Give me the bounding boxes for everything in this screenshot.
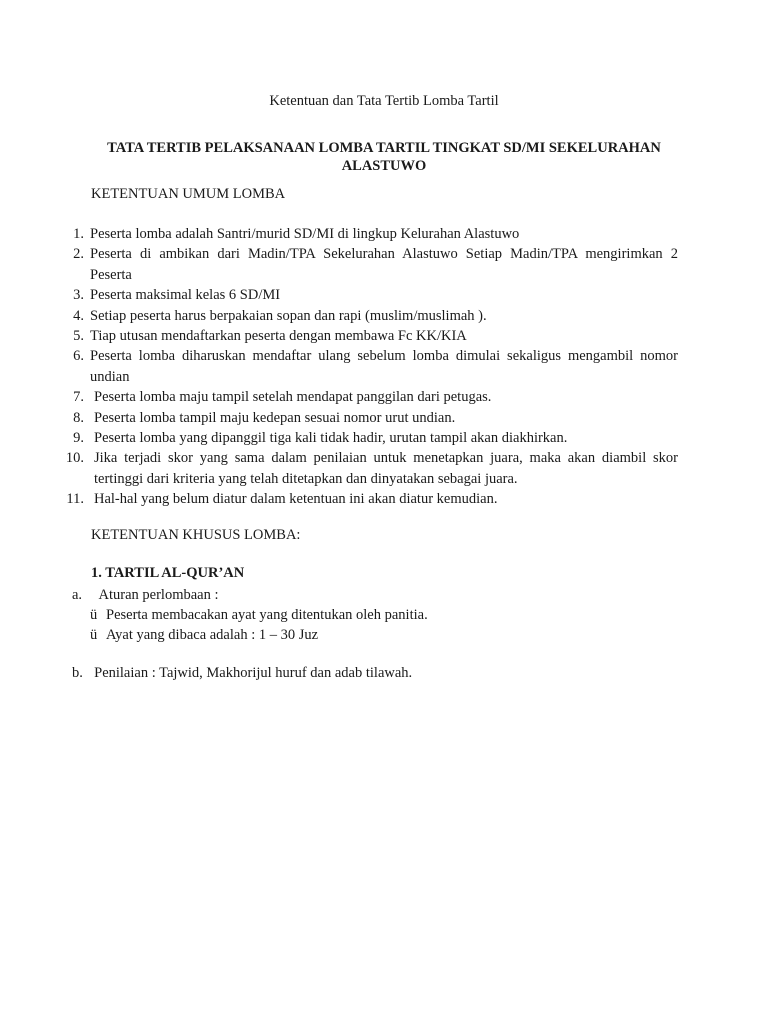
rule-number: 8.	[73, 409, 84, 426]
general-rule-item	[56, 326, 678, 346]
rule-number: 6.	[73, 348, 84, 365]
check-icon: ü	[90, 607, 98, 623]
rule-text: Peserta lomba maju tampil setelah mendapat panggilan dari petugas.	[94, 389, 492, 406]
rule-text: Peserta lomba yang dipanggil tiga kali tidak hadir, urutan tampil akan diakhirkan.	[94, 430, 568, 447]
rule-number: 5.	[73, 328, 84, 345]
rule-number: 10.	[65, 450, 84, 467]
rule-text: Peserta maksimal kelas 6 SD/MI	[90, 287, 281, 304]
item-b-text: Penilaian : Tajwid, Makhorijul huruf dan adab tilawah.	[94, 665, 413, 681]
rule-number: 3.	[73, 287, 84, 304]
rule-text: Hal-hal yang belum diatur dalam ketentuan ini akan diatur kemudian.	[94, 491, 498, 508]
item-b	[72, 665, 412, 682]
item-a-text: Aturan perlombaan :	[98, 587, 219, 603]
general-rule-item	[56, 448, 678, 489]
general-rule-item	[56, 408, 678, 428]
subsection-title: 1. TARTIL AL-QUR’AN	[91, 565, 245, 581]
rule-text: Peserta di ambikan dari Madin/TPA Sekelurahan Alastuwo Setiap Madin/TPA mengirimkan 2 Peserta	[90, 246, 678, 283]
special-rules-heading: KETENTUAN KHUSUS LOMBA:	[91, 527, 301, 543]
main-heading	[84, 139, 684, 175]
general-rules-heading: KETENTUAN UMUM LOMBA	[91, 186, 286, 202]
rule-text: Peserta lomba tampil maju kedepan sesuai nomor urut undian.	[94, 409, 456, 426]
general-rules-list	[56, 224, 678, 510]
main-heading-line-2: ALASTUWO	[341, 158, 427, 174]
general-rule-item	[56, 285, 678, 305]
general-rule-item	[56, 346, 678, 387]
rule-text: Setiap peserta harus berpakaian sopan dan rapi (muslim/muslimah ).	[90, 307, 487, 324]
item-a	[72, 587, 219, 604]
rule-number: 7.	[73, 389, 84, 406]
check-item-1	[90, 607, 428, 624]
document-title: Ketentuan dan Tata Tertib Lomba Tartil	[269, 93, 499, 109]
rule-text: Tiap utusan mendaftarkan peserta dengan membawa Fc KK/KIA	[90, 328, 467, 345]
general-rule-item	[56, 428, 678, 448]
main-heading-line-1: TATA TERTIB PELAKSANAAN LOMBA TARTIL TINGKAT SD/MI SEKELURAHAN	[107, 140, 661, 156]
general-rule-item	[56, 224, 678, 244]
check-item-2-text: Ayat yang dibaca adalah : 1 – 30 Juz	[106, 627, 319, 643]
rule-text: Jika terjadi skor yang sama dalam penilaian untuk menetapkan juara, maka akan diambil skor tertinggi dari kriteria yang telah ditetapkan dan dinyatakan sebagai juara.	[94, 450, 678, 487]
check-item-2	[90, 627, 318, 644]
general-rule-item	[56, 244, 678, 285]
check-icon: ü	[90, 627, 98, 643]
rule-number: 2.	[73, 246, 84, 263]
rule-number: 9.	[73, 430, 84, 447]
rule-number: 4.	[73, 307, 84, 324]
rule-number: 1.	[73, 226, 84, 242]
rule-number: 11.	[66, 491, 84, 508]
general-rule-item	[56, 387, 678, 407]
check-item-1-text: Peserta membacakan ayat yang ditentukan oleh panitia.	[106, 607, 428, 623]
rule-text: Peserta lomba diharuskan mendaftar ulang sebelum lomba dimulai sekaligus mengambil nomor undian	[90, 348, 678, 385]
general-rule-item	[56, 306, 678, 326]
rule-text: Peserta lomba adalah Santri/murid SD/MI di lingkup Kelurahan Alastuwo	[90, 226, 520, 242]
item-a-label: a.	[72, 587, 83, 603]
item-b-label: b.	[72, 665, 83, 681]
general-rule-item	[56, 489, 678, 509]
